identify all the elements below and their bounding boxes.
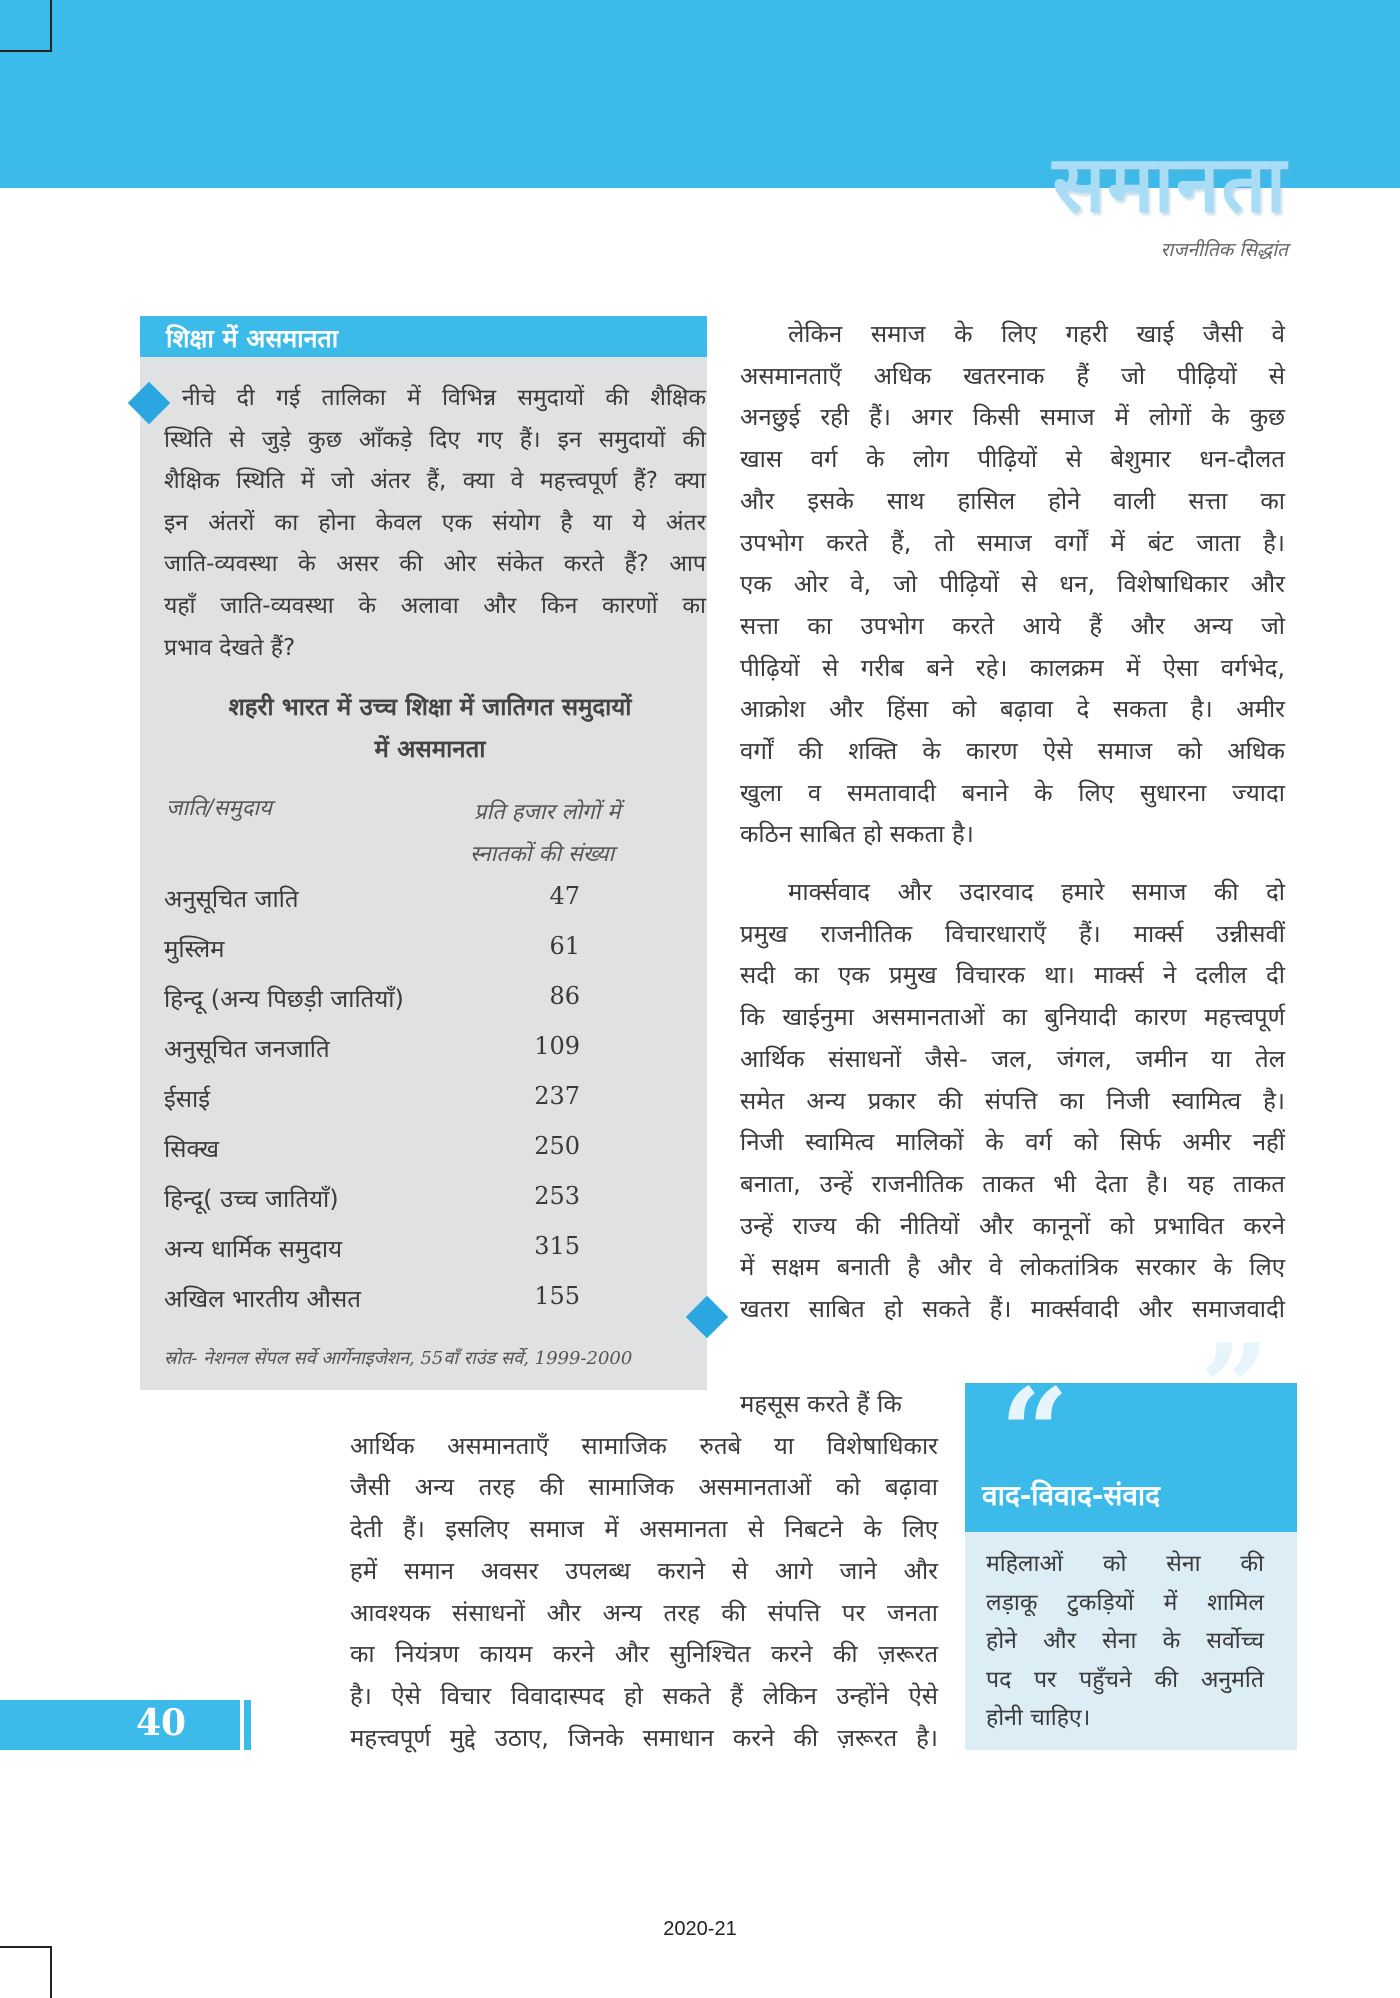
text-line: यहाँ जाति-व्यवस्था के अलावा और किन कारणों का	[164, 593, 706, 619]
text-line: खुला व समतावादी बनाने के लिए सुधारना ज्यादा	[740, 778, 1285, 807]
text-line: आक्रोश और हिंसा को बढ़ावा दे सकता है। अमीर	[740, 695, 1285, 724]
table-row-value: 250	[534, 1132, 580, 1160]
text-line: में सक्षम बनाती है और वे लोकतांत्रिक सरकार के लिए	[740, 1253, 1285, 1282]
text-line: आर्थिक संसाधनों जैसे- जल, जंगल, जमीन या तेल	[740, 1044, 1285, 1073]
crop-mark-top	[0, 0, 52, 52]
text-line: एक ओर वे, जो पीढ़ियों से धन, विशेषाधिकार और	[740, 570, 1285, 599]
activity-box-header	[140, 316, 707, 357]
table-source: स्रोत- नेशनल सेंपल सर्वे आर्गेनाइजेशन, 55वाँ राउंड सर्वे, 1999-2000	[164, 1348, 633, 1369]
text-line: समेत अन्य प्रकार की संपत्ति का निजी स्वामित्व है।	[740, 1086, 1285, 1115]
table-row-name: हिन्दू( उच्च जातियाँ)	[164, 1185, 339, 1213]
page-number-bar	[244, 1700, 251, 1750]
edition-year: 2020-21	[663, 1918, 737, 1940]
table-row-value: 109	[534, 1032, 580, 1060]
text-line: प्रमुख राजनीतिक विचारधाराएँ हैं। मार्क्स उन्नीसवीं	[740, 919, 1285, 948]
page-number-band	[0, 1700, 240, 1750]
text-line: होने और सेना के सर्वोच्च	[986, 1628, 1264, 1654]
column-header-graduates	[470, 792, 620, 876]
text-line: और इसके साथ हासिल होने वाली सत्ता का	[740, 486, 1285, 515]
table-row-name: अखिल भारतीय औसत	[164, 1285, 361, 1313]
text-line: उन्हें राज्य की नीतियों और कानूनों को प्रभावित करने	[740, 1211, 1285, 1240]
text-line: इन अंतरों का होना केवल एक संयोग है या ये अंतर	[164, 509, 706, 536]
text-line: खतरा साबित हो सकते हैं। मार्क्सवादी और समाजवादी	[740, 1295, 1285, 1323]
table-row-name: अनुसूचित जनजाति	[164, 1035, 330, 1063]
text-line: पीढ़ियों से गरीब बने रहे। कालक्रम में ऐसा वर्गभेद,	[740, 653, 1285, 682]
close-quote-icon: ”	[1200, 1318, 1270, 1459]
column-header-line: प्रति हजार लोगों में	[474, 800, 621, 825]
text-line: का नियंत्रण कायम करने और सुनिश्चित करने की ज़रूरत	[350, 1640, 938, 1669]
text-line: निजी स्वामित्व मालिकों के वर्ग को सिर्फ अमीर नहीं	[740, 1128, 1285, 1157]
text-line: स्थिति से जुड़े कुछ आँकड़े दिए गए हैं। इन समुदायों की	[164, 426, 706, 453]
table-title	[160, 686, 700, 770]
text-line: है। ऐसे विचार विवादास्पद हो सकते हैं लेकिन उन्होंने ऐसे	[350, 1681, 938, 1710]
column-header-line: स्नातकों की संख्या	[470, 842, 615, 867]
table-row-name: अनुसूचित जाति	[164, 885, 299, 913]
table-row-value: 237	[534, 1082, 580, 1110]
text-line: पद पर पहुँचने की अनुमति	[986, 1666, 1264, 1693]
table-row-value: 315	[534, 1232, 580, 1260]
column-header-community: जाति/समुदाय	[166, 796, 272, 821]
text-line: बनाता, उन्हें राजनीतिक ताकत भी देता है। यह ताकत	[740, 1169, 1285, 1198]
text-line: जाति-व्यवस्था के असर की ओर संकेत करते हैं? आप	[164, 551, 706, 578]
text-line: लड़ाकू टुकड़ियों में शामिल	[986, 1589, 1264, 1616]
text-line: नीचे दी गई तालिका में विभिन्न समुदायों की शैक्षिक	[182, 385, 706, 411]
text-line: वर्गों की शक्ति के कारण ऐसे समाज को अधिक	[740, 737, 1285, 765]
book-name: राजनीतिक सिद्धांत	[1160, 239, 1288, 261]
crop-mark-bottom	[0, 1946, 52, 1998]
page-number: 40	[136, 1702, 187, 1744]
table-row-value: 47	[549, 882, 580, 910]
table-title-line: में असमानता	[374, 735, 486, 763]
text-line: महसूस करते हैं कि	[740, 1390, 902, 1418]
text-line: मार्क्सवाद और उदारवाद हमारे समाज की दो	[788, 878, 1285, 906]
table-row-value: 253	[534, 1182, 580, 1210]
text-line: अनछुई रही हैं। अगर किसी समाज में लोगों के कुछ	[740, 403, 1285, 432]
text-line: आर्थिक असमानताएँ सामाजिक रुतबे या विशेषाधिकार	[350, 1431, 938, 1460]
text-line: शैक्षिक स्थिति में जो अंतर हैं, क्या वे महत्त्वपूर्ण हैं? क्या	[164, 468, 706, 495]
text-line: खास वर्ग के लोग पीढ़ियों से बेशुमार धन-दौलत	[740, 445, 1285, 474]
table-row-name: अन्य धार्मिक समुदाय	[164, 1235, 343, 1263]
chapter-title: समानता	[1052, 140, 1288, 230]
table-row-value: 61	[549, 932, 580, 960]
text-line: उपभोग करते हैं, तो समाज वर्गों में बंट जाता है।	[740, 528, 1285, 557]
debate-box-title: वाद-विवाद-संवाद	[982, 1479, 1161, 1512]
text-line: आवश्यक संसाधनों और अन्य तरह की संपत्ति पर जनता	[350, 1598, 938, 1627]
text-line: प्रभाव देखते हैं?	[164, 634, 296, 661]
text-line: महत्त्वपूर्ण मुद्दे उठाए, जिनके समाधान करने की ज़रूरत है।	[350, 1723, 938, 1752]
text-line: होनी चाहिए।	[986, 1705, 1091, 1731]
table-row-name: मुस्लिम	[164, 935, 225, 963]
text-line: महिलाओं को सेना की	[986, 1551, 1264, 1577]
table-row-name: हिन्दू (अन्य पिछड़ी जातियाँ)	[164, 985, 404, 1013]
text-line: लेकिन समाज के लिए गहरी खाई जैसी वे	[788, 320, 1285, 348]
open-quote-icon: “	[1000, 1362, 1070, 1503]
table-row-value: 86	[549, 982, 580, 1010]
text-line: कठिन साबित हो सकता है।	[740, 820, 974, 849]
text-line: सदी का एक प्रमुख विचारक था। मार्क्स ने दलील दी	[740, 961, 1285, 990]
table-row-name: सिक्ख	[164, 1135, 220, 1163]
table-title-line: शहरी भारत में उच्च शिक्षा में जातिगत समुदायों	[228, 693, 632, 721]
text-line: हमें समान अवसर उपलब्ध कराने से आगे जाने और	[350, 1556, 938, 1585]
text-line: सत्ता का उपभोग करते आये हैं और अन्य जो	[740, 611, 1285, 640]
table-row-name: ईसाई	[164, 1085, 211, 1113]
activity-box-heading: शिक्षा में असमानता	[166, 324, 339, 353]
text-line: जैसी अन्य तरह की सामाजिक असमानताओं को बढ़ावा	[350, 1473, 938, 1502]
text-line: असमानताएँ अधिक खतरनाक हैं जो पीढ़ियों से	[740, 361, 1285, 390]
table-row-value: 155	[534, 1282, 580, 1310]
text-line: देती हैं। इसलिए समाज में असमानता से निबटने के लिए	[350, 1515, 938, 1544]
text-line: कि खाईनुमा असमानताओं का बुनियादी कारण महत्त्वपूर्ण	[740, 1003, 1285, 1032]
